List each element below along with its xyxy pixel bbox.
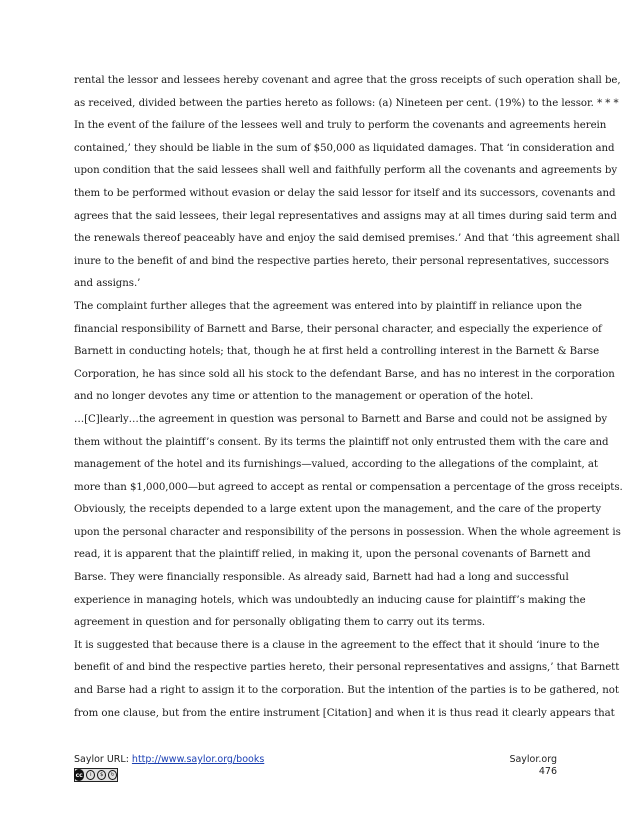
text-line: …[C]learly…the agreement in question was personal to Barnett and Barse and could not be assigned by xyxy=(74,413,608,425)
body-text xyxy=(74,70,623,725)
text-line: read, it is apparent that the plaintiff relied, in making it, upon the personal covenants of Barnett and xyxy=(74,549,591,561)
text-line: benefit of and bind the respective parties hereto, their personal representatives and assigns,’ that Barnett xyxy=(74,662,620,674)
text-line: Barnett in conducting hotels; that, though he at first held a controlling interest in the Barnett & Barse xyxy=(74,346,600,358)
text-line: more than $1,000,000—but agreed to accept as rental or compensation a percentage of the gross receipts. xyxy=(74,481,623,493)
attribution-icon: i xyxy=(86,770,95,780)
text-line: upon the personal character and responsibility of the persons in possession. When the whole agreement is xyxy=(74,526,621,538)
text-line: Corporation, he has since sold all his stock to the defendant Barse, and has no interest in the corporation xyxy=(74,368,615,380)
cc-license-badge[interactable] xyxy=(74,768,118,782)
text-line: In the event of the failure of the lessees well and truly to perform the covenants and agreements herein xyxy=(74,120,607,132)
text-line: Barse. They were financially responsible. As already said, Barnett had had a long and successful xyxy=(74,572,569,584)
text-line: The complaint further alleges that the agreement was entered into by plaintiff in reliance upon the xyxy=(74,300,582,312)
creative-commons-icon: cc xyxy=(74,769,84,781)
text-line: from one clause, but from the entire instrument [Citation] and when it is thus read it clearly appears that xyxy=(74,707,615,719)
text-line: Obviously, the receipts depended to a large extent upon the management, and the care of the property xyxy=(74,504,602,516)
text-line: and no longer devotes any time or attention to the management or operation of the hotel. xyxy=(74,391,534,403)
sharealike-icon: ↻ xyxy=(108,770,117,780)
text-line: upon condition that the said lessees shall well and faithfully perform all the covenants and agreements by xyxy=(74,165,618,177)
text-line: and assigns.’ xyxy=(74,278,141,290)
text-line: inure to the benefit of and bind the respective parties hereto, their personal representatives, successors xyxy=(74,255,609,267)
page-number: 476 xyxy=(538,766,557,777)
text-line: experience in managing hotels, which was undoubtedly an inducing cause for plaintiff’s making the xyxy=(74,594,586,606)
text-line: management of the hotel and its furnishings—valued, according to the allegations of the complaint, at xyxy=(74,459,598,471)
text-line: agrees that the said lessees, their legal representatives and assigns may at all times during said term and xyxy=(74,210,617,222)
footer-site: Saylor.org xyxy=(509,754,557,765)
noncommercial-icon: $ xyxy=(97,770,106,780)
footer-page-info xyxy=(509,754,557,778)
footer-source xyxy=(74,754,264,766)
footer-url-label: Saylor URL: xyxy=(74,754,132,765)
text-line: It is suggested that because there is a clause in the agreement to the effect that it should ‘inure to the xyxy=(74,639,600,651)
text-line: as received, divided between the parties hereto as follows: (a) Nineteen per cent. (19%) to the lessor. * * * xyxy=(74,97,619,109)
text-line: financial responsibility of Barnett and Barse, their personal character, and especially the experience of xyxy=(74,323,602,335)
text-line: them to be performed without evasion or delay the said lessor for itself and its successors, covenants and xyxy=(74,187,616,199)
text-line: contained,’ they should be liable in the sum of $50,000 as liquidated damages. That ‘in consideration and xyxy=(74,142,615,154)
text-line: rental the lessor and lessees hereby covenant and agree that the gross receipts of such operation shall be, xyxy=(74,75,621,86)
text-line: and Barse had a right to assign it to the corporation. But the intention of the parties is to be gathered, not xyxy=(74,685,619,697)
text-line: the renewals thereof peaceably have and enjoy the said demised premises.’ And that ‘this agreement shall xyxy=(74,233,620,245)
footer-url-link[interactable]: http://www.saylor.org/books xyxy=(131,754,265,765)
text-line: them without the plaintiff’s consent. By its terms the plaintiff not only entrusted them with the care and xyxy=(74,436,609,448)
text-line: agreement in question and for personally obligating them to carry out its terms. xyxy=(74,617,486,629)
